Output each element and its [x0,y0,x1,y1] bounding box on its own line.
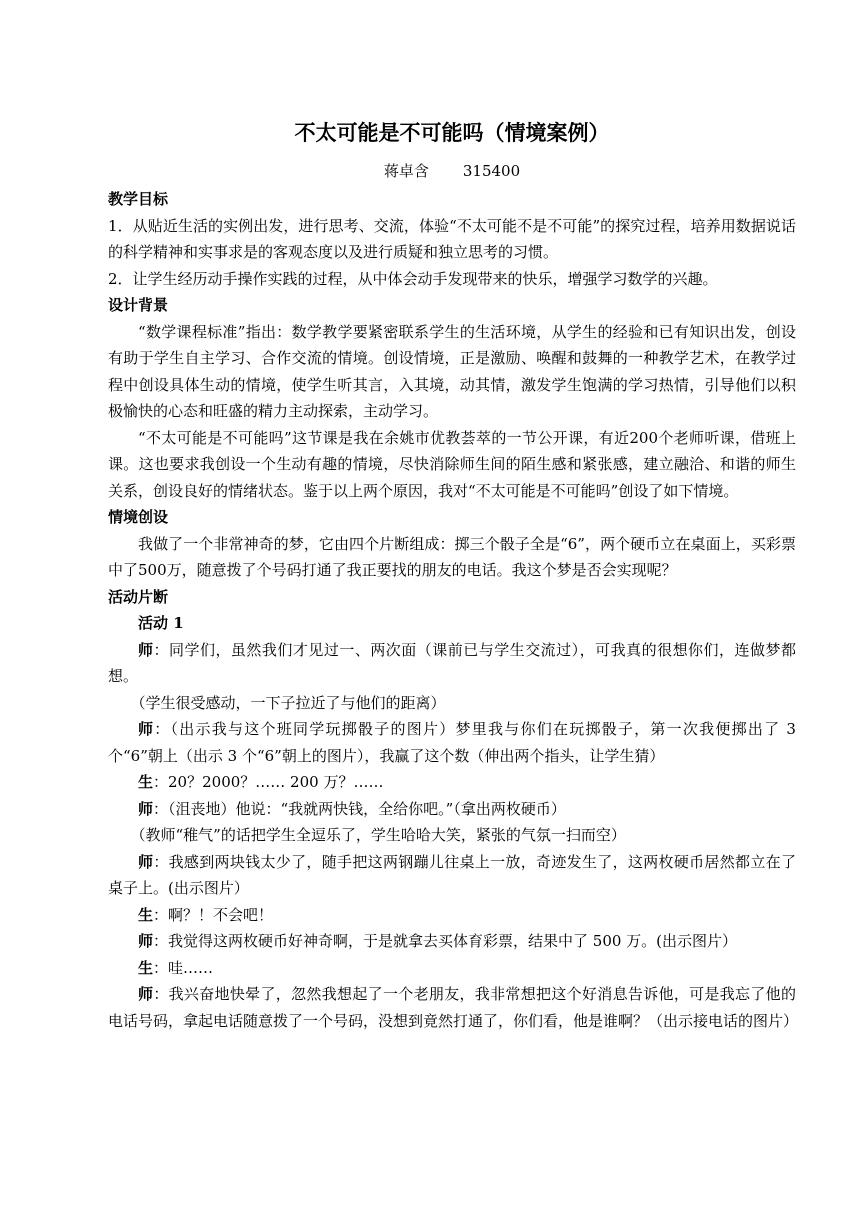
document-body [108,118,799,1034]
speaker-student: 生 [138,905,154,924]
speaker-teacher: 师 [138,640,154,659]
speaker-teacher: 师 [138,985,154,1003]
goals-heading: 教学目标 [108,190,169,208]
speaker-teacher: 师 [138,720,155,738]
speaker-teacher: 师 [138,852,154,871]
author-line [108,158,796,184]
author-code: 315400 [462,162,521,180]
dialogue-text: ：啊？！不会吧！ [153,905,274,924]
dialogue-note: （教师“稚气”的话把学生全逗乐了，学生哈哈大笑，紧张的气氛一扫而空） [130,826,626,844]
dialogue-text: ：同学们，虽然我们才见过一、两次面（课前已与学生交流过），可我真的很想你们，连做梦都想。 [108,640,796,685]
dialogue-text: ：20？2000？…… 200 万？…… [153,773,384,791]
dialogue-line [108,849,796,902]
dialogue-text: ：（出示我与这个班同学玩掷骰子的图片）梦里我与你们在玩掷骰子，第一次我便掷出了 3 个“6”朝上（出示 3 个“6”朝上的图片），我赢了这个数（伸出两个指头，让学生猜） [108,720,796,765]
dialogue-line [108,637,796,690]
speaker-teacher: 师 [138,932,154,950]
activity-heading: 活动片断 [108,587,169,606]
dialogue-line [108,928,796,955]
dialogue-line [108,769,796,796]
dialogue-text: ：哇…… [153,958,214,977]
author-name: 蒋卓含 [383,162,429,180]
speaker-student: 生 [138,958,154,977]
dialogue-line [108,716,796,769]
dialogue-text: ：我觉得这两枚硬币好神奇啊，于是就拿去买体育彩票，结果中了 500 万。(出示图片） [153,932,738,950]
goal-item-2: 2．让学生经历动手操作实践的过程，从中体会动手发现带来的快乐，增强学习数学的兴趣。 [108,269,718,288]
background-paragraph-1: “数学课程标准”指出：数学教学要紧密联系学生的生活环境，从学生的经验和已有知识出发，创设有助于学生自主学习、合作交流的情境。创设情境，正是激励、唤醒和鼓舞的一种教学艺术，在教学过程中创设具体生动的情境，使学生听其言，入其境，动其情，激发学生饱满的学习热情，引导他们以积极愉快的心态和旺盛的精力主动探索，主动学习。 [108,322,796,420]
dialogue-note: （学生很受感动，一下子拉近了与他们的距离） [130,693,446,712]
dialogue-line [108,955,796,982]
scenario-paragraph: 我做了一个非常神奇的梦，它由四个片断组成：掷三个骰子全是“6”，两个硬币立在桌面上，买彩票中了500万，随意拨了个号码打通了我正要找的朋友的电话。我这个梦是否会实现呢？ [108,534,796,579]
activity-1-label-text: 活动 1 [138,614,184,632]
scenario-heading: 情境创设 [108,508,169,526]
dialogue-line [108,796,796,823]
dialogue-line [108,981,799,1034]
dialogue-text: ：我兴奋地快晕了，忽然我想起了一个老朋友，我非常想把这个好消息告诉他，可是我忘了他的电话号码，拿起电话随意拨了一个号码，没想到竟然打通了，你们看，他是谁啊？（出示接电话的图片） [108,985,799,1030]
dialogue-line [108,902,796,929]
background-heading: 设计背景 [108,296,169,314]
background-paragraph-2: “不太可能是不可能吗”这节课是我在余姚市优教荟萃的一节公开课，有近200个老师听课，借班上课。这也要求我创设一个生动有趣的情境，尽快消除师生间的陌生感和紧张感，建立融洽、和谐的师生关系，创设良好的情绪状态。鉴于以上两个原因，我对“不太可能是不可能吗”创设了如下情境。 [108,428,796,500]
activity-1-label [108,610,796,637]
document-title: 不太可能是不可能吗（情境案例） [294,120,610,145]
speaker-teacher: 师 [138,799,154,818]
dialogue-text: ：（沮丧地）他说：“我就两快钱，全给你吧。”（拿出两枚硬币） [153,799,566,818]
goal-item-1: 1．从贴近生活的实例出发，进行思考、交流，体验“不太可能不是不可能”的探究过程，培养用数据说话的科学精神和实事求是的客观态度以及进行质疑和独立思考的习惯。 [108,216,796,261]
speaker-student: 生 [138,773,154,791]
dialogue-text: ：我感到两块钱太少了，随手把这两钢蹦儿往桌上一放，奇迹发生了，这两枚硬币居然都立在了桌子上。(出示图片） [108,852,796,897]
